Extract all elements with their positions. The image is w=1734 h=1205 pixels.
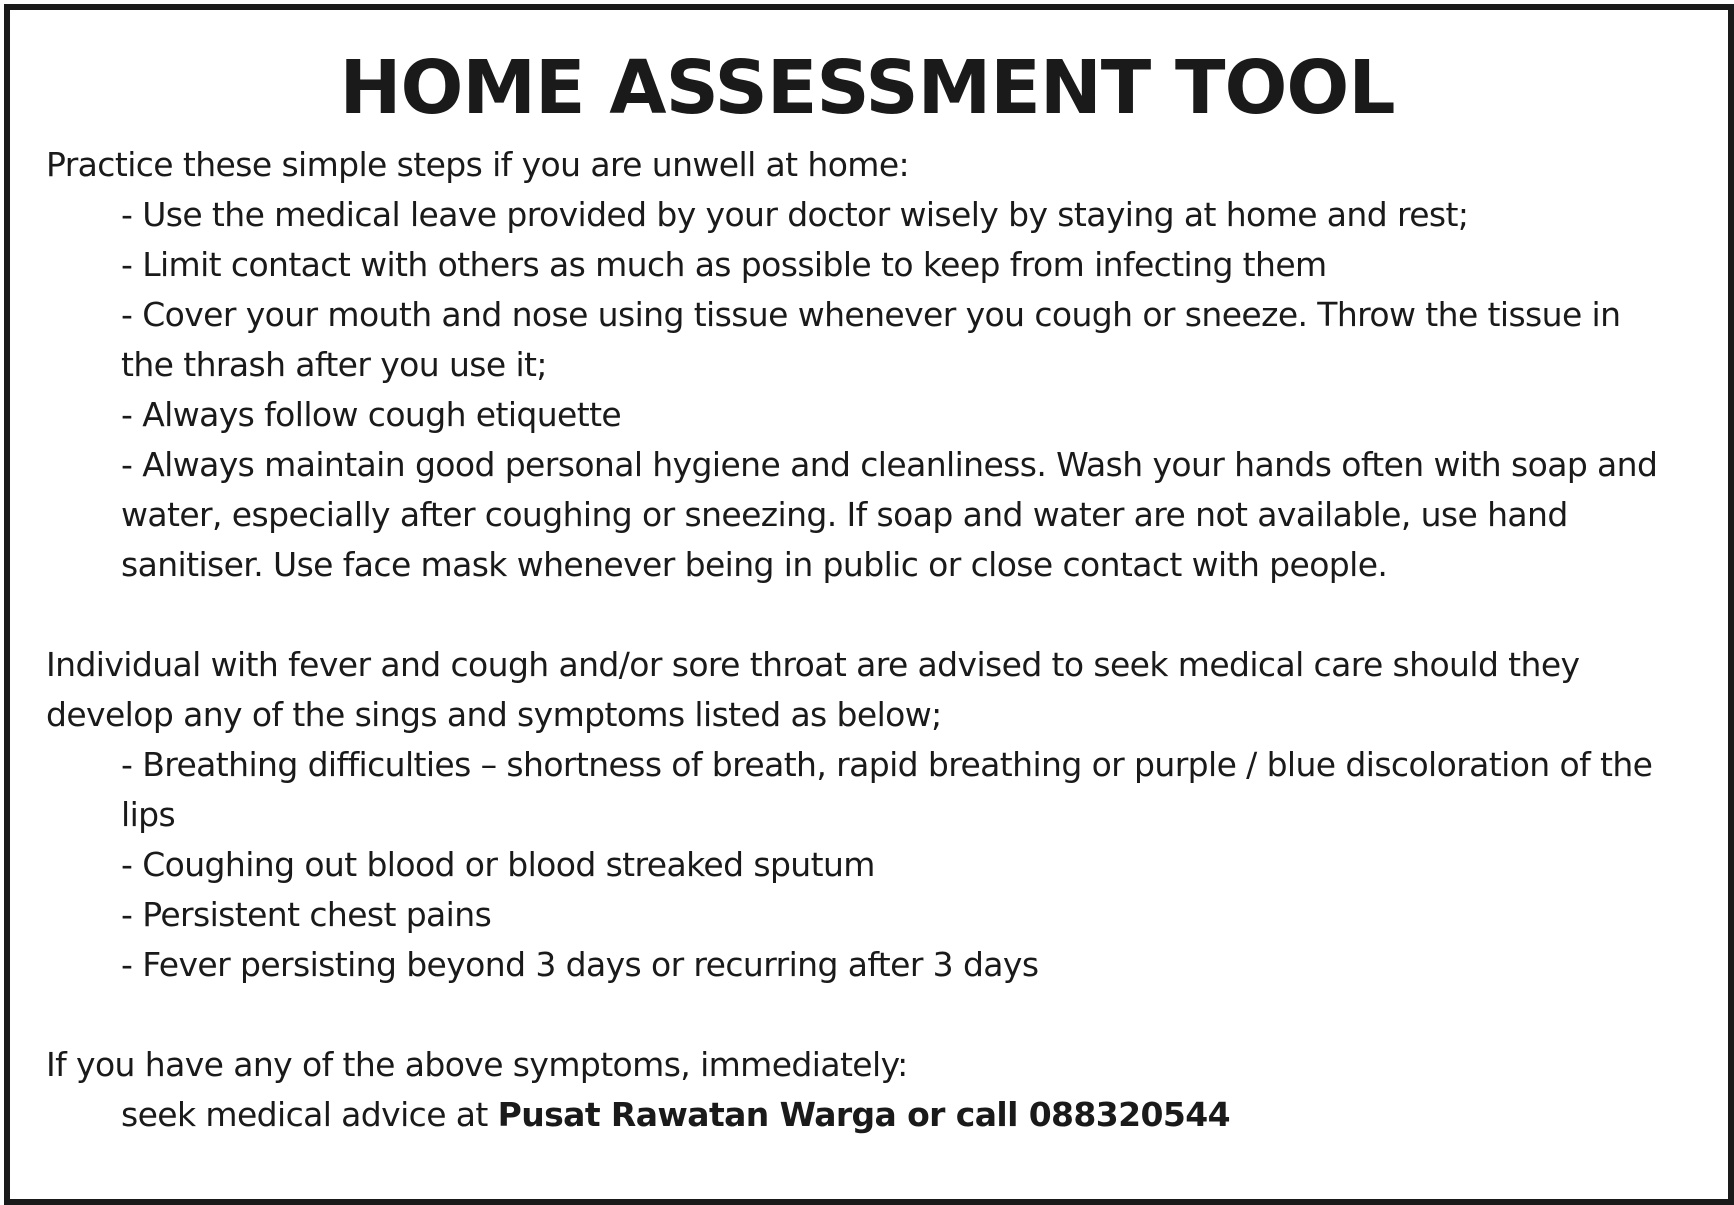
section-spacer <box>46 990 1676 1040</box>
symptom-item: - Breathing difficulties – shortness of breath, rapid breathing or purple / blue discoloration of the lips <box>121 745 1653 834</box>
medical-advice-line <box>46 1090 1676 1140</box>
page-title: HOME ASSESSMENT TOOL <box>339 45 1395 131</box>
contact-info: Pusat Rawatan Warga or call 088320544 <box>497 1095 1230 1134</box>
section-spacer <box>46 590 1676 640</box>
self-care-item: - Cover your mouth and nose using tissue whenever you cough or sneeze. Throw the tissue in the thrash after you use it; <box>121 295 1621 384</box>
action-intro: If you have any of the above symptoms, immediately: <box>46 1045 908 1084</box>
self-care-item: - Always maintain good personal hygiene and cleanliness. Wash your hands often with soap and water, especially after coughing or sneezing. If soap and water are not available, use hand sanitiser. Use face mask whenever being in public or close contact with people. <box>121 445 1658 584</box>
advice-prefix: seek medical advice at <box>121 1095 498 1134</box>
symptoms-intro: Individual with fever and cough and/or sore throat are advised to seek medical care should they develop any of the sings and symptoms listed as below; <box>46 645 1580 734</box>
symptom-item: - Coughing out blood or blood streaked sputum <box>121 845 875 884</box>
self-care-item: - Use the medical leave provided by your doctor wisely by staying at home and rest; <box>121 195 1469 234</box>
symptom-item: - Persistent chest pains <box>121 895 492 934</box>
document-body <box>46 140 1676 1140</box>
self-care-intro: Practice these simple steps if you are unwell at home: <box>46 145 910 184</box>
self-care-item: - Always follow cough etiquette <box>121 395 622 434</box>
symptom-item: - Fever persisting beyond 3 days or recurring after 3 days <box>121 945 1039 984</box>
self-care-item: - Limit contact with others as much as possible to keep from infecting them <box>121 245 1327 284</box>
